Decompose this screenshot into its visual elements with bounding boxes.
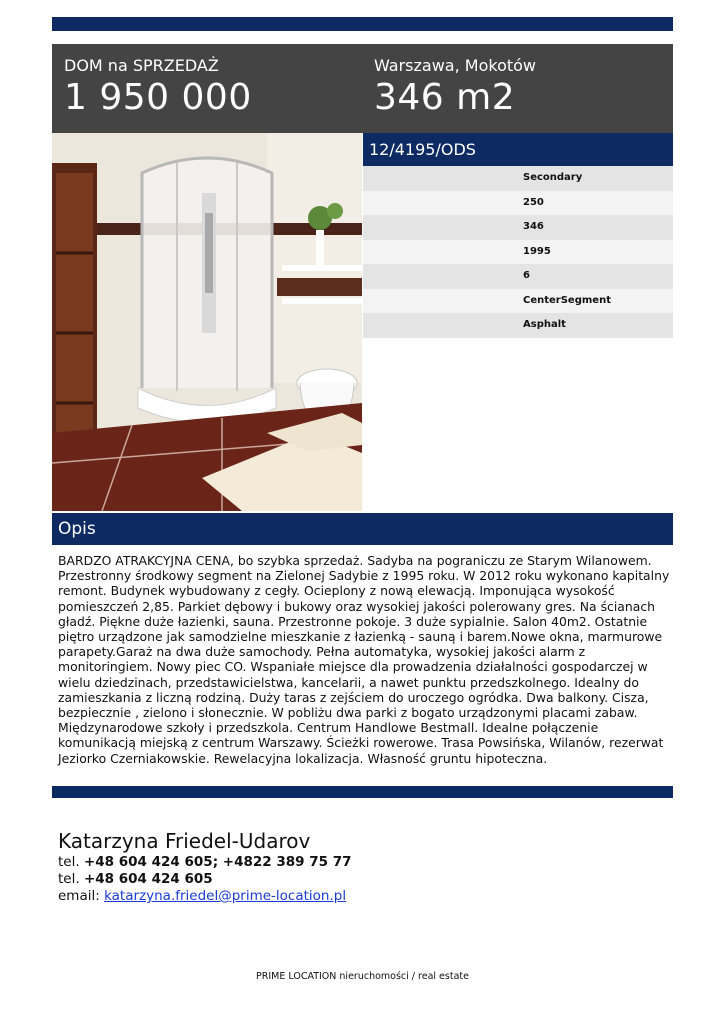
- listing-type-label: DOM na SPRZEDAŻ: [64, 56, 219, 75]
- phone-number: +48 604 424 605: [83, 871, 213, 887]
- bottom-accent-bar: [52, 786, 673, 798]
- spec-row: [363, 264, 673, 289]
- top-accent-bar: [52, 17, 673, 31]
- spec-value-rooms: 6: [523, 270, 530, 281]
- specs-table: [363, 166, 673, 338]
- agent-name: Katarzyna Friedel-Udarov: [58, 829, 311, 853]
- spec-row: [363, 240, 673, 265]
- listing-price: 1 950 000: [64, 77, 252, 118]
- spec-row: [363, 166, 673, 191]
- spec-value-area: 346: [523, 221, 544, 232]
- phone-label: tel.: [58, 871, 80, 887]
- spec-value-plot: 250: [523, 196, 544, 208]
- spec-value-year: 1995: [523, 245, 551, 257]
- agent-contact: [58, 828, 670, 905]
- footer-text: PRIME LOCATION nieruchomości / real estate: [256, 971, 469, 982]
- email-link[interactable]: katarzyna.friedel@prime-location.pl: [104, 888, 347, 904]
- spec-row: [363, 313, 673, 338]
- reference-number-bar: [363, 133, 673, 166]
- reference-number: 12/4195/ODS: [369, 140, 476, 159]
- agent-phone-line-2: [58, 871, 670, 888]
- description-heading: Opis: [58, 519, 96, 539]
- email-label: email:: [58, 888, 100, 904]
- description-text: BARDZO ATRAKCYJNA CENA, bo szybka sprzedaż. Sadyba na pograniczu ze Starym Wilanowem. Przestronny środkowy segment na Zielonej Sadybie z 1995 roku. W 2012 roku wykonano kapitalny remont. Budynek wybudowany z cegły. Ocieplony z nową elewacją. Imponująca wysokość pomieszczeń 2,85. Parkiet dębowy i bukowy oraz wysokiej jakości polerowany gres. Na ścianach gładź. Piękne duże łazienki, sauna. Przestronne pokoje. 3 duże sypialnie. Salon 40m2. Ostatnie piętro urządzone jak samodzielne mieszkanie z łazienką - sauną i barem.Nowe okna, marmurowe parapety.Garaż na dwa duże samochody. Pełna automatyka, wysokiej jakości alarm z monitoringiem. Nowy piec CO. Wspaniałe miejsce dla prowadzenia działalności gospodarczej w wielu dziedzinach, przedstawicielstwa, kancelarii, a nawet punktu przedszkolnego. Idealny do zamieszkania z liczną rodziną. Duży taras z zejściem do uroczego ogródka. Dwa balkony. Cisza, bezpiecznie , zielono i słonecznie. W pobliżu dwa parki z bogato urządzonymi placami zabaw. Międzynarodowe szkoły i przedszkola. Centrum Handlowe Bestmall. Idealne połączenie komunikacją miejską z centrum Warszawy. Ścieżki rowerowe. Trasa Powsińska, Wilanów, rezerwat Jeziorko Czerniakowskie. Rewelacyjna lokalizacja. Własność gruntu hipoteczna.: [58, 553, 670, 766]
- header-left: [64, 56, 252, 120]
- description-heading-bar: [52, 513, 673, 545]
- spec-value-market: Secondary: [523, 172, 583, 183]
- listing-area: 346 m2: [374, 77, 516, 118]
- spec-row: [363, 215, 673, 240]
- spec-row: [363, 191, 673, 216]
- header-right: [374, 56, 536, 120]
- listing-location: Warszawa, Mokotów: [374, 56, 537, 75]
- phone-numbers: +48 604 424 605; +4822 389 75 77: [83, 854, 352, 870]
- spec-value-road: Asphalt: [523, 319, 566, 330]
- agent-email-line: [58, 888, 670, 905]
- spec-value-building-type: CenterSegment: [523, 294, 611, 306]
- spec-row: [363, 289, 673, 314]
- agent-phone-line-1: [58, 854, 670, 871]
- listing-header: [52, 44, 673, 133]
- phone-label: tel.: [58, 854, 80, 870]
- bathroom-photo-illustration: [52, 133, 362, 511]
- property-photo: [52, 133, 362, 511]
